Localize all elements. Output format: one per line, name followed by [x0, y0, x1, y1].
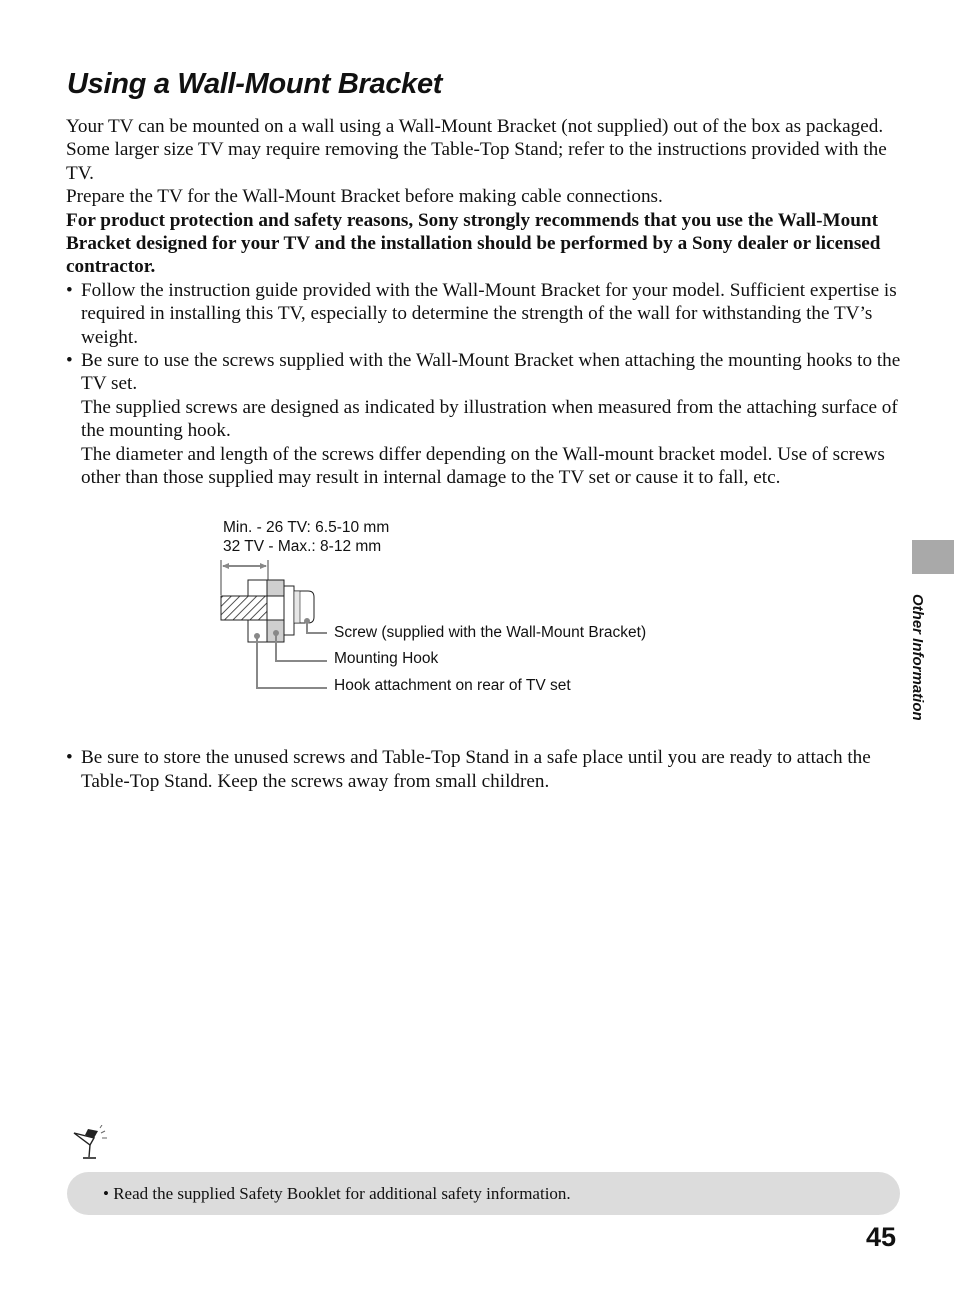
list-item	[66, 349, 906, 489]
page-title: Using a Wall-Mount Bracket	[67, 68, 443, 100]
bullet-text: Follow the instruction guide provided with the Wall-Mount Bracket for your model. Sufficient expertise is required in installing this TV, especially to determine the strength of the wall for withstanding the TV’s weight.	[81, 279, 897, 348]
safety-warning: For product protection and safety reasons, Sony strongly recommends that you use the Wall-Mount Bracket designed for your TV and the installation should be performed by a Sony dealer or licensed contractor.	[66, 209, 881, 278]
intro-paragraph-2: Prepare the TV for the Wall-Mount Bracket before making cable connections.	[66, 186, 663, 208]
body-text	[66, 115, 906, 490]
bullet-text: Be sure to store the unused screws and Table-Top Stand in a safe place until you are ready to attach the Table-Top Stand. Keep the screws away from small children.	[81, 747, 871, 792]
body-text-continued	[66, 727, 906, 812]
page-number: 45	[866, 1222, 897, 1252]
bullet-text-continued: The supplied screws are designed as indicated by illustration when measured from the attaching surface of the mounting hook.	[81, 396, 898, 442]
hint-lamp-icon	[72, 1125, 112, 1161]
dimension-label: 32 TV - Max.: 8-12 mm	[223, 538, 382, 555]
mounting-hook-label: Mounting Hook	[334, 650, 439, 667]
bullet-dot: •	[66, 279, 73, 301]
section-side-label: Other Information	[909, 594, 926, 721]
bullet-dot: •	[66, 350, 73, 372]
intro-paragraph-1: Your TV can be mounted on a wall using a Wall-Mount Bracket (not supplied) out of the box as packaged. Some larger size TV may require removing the Table-Top Stand; refer to the instructions provided with the TV.	[66, 116, 887, 184]
bullet-text: Be sure to use the screws supplied with the Wall-Mount Bracket when attaching the mounting hooks to the TV set.	[81, 350, 901, 395]
hook-attachment-label: Hook attachment on rear of TV set	[334, 677, 571, 694]
list-item	[66, 746, 906, 793]
dimension-label: Min. - 26 TV: 6.5-10 mm	[223, 519, 390, 536]
screw-diagram	[210, 515, 730, 705]
section-tab-marker	[912, 540, 954, 574]
screw-label: Screw (supplied with the Wall-Mount Bracket)	[334, 624, 647, 641]
bullet-text-continued: The diameter and length of the screws differ depending on the Wall-mount bracket model. Use of screws other than those supplied may result in internal damage to the TV set or cause it to fall, etc.	[81, 443, 885, 489]
bullet-dot: •	[66, 747, 73, 769]
tip-text: • Read the supplied Safety Booklet for additional safety information.	[103, 1184, 571, 1203]
list-item	[66, 279, 906, 349]
